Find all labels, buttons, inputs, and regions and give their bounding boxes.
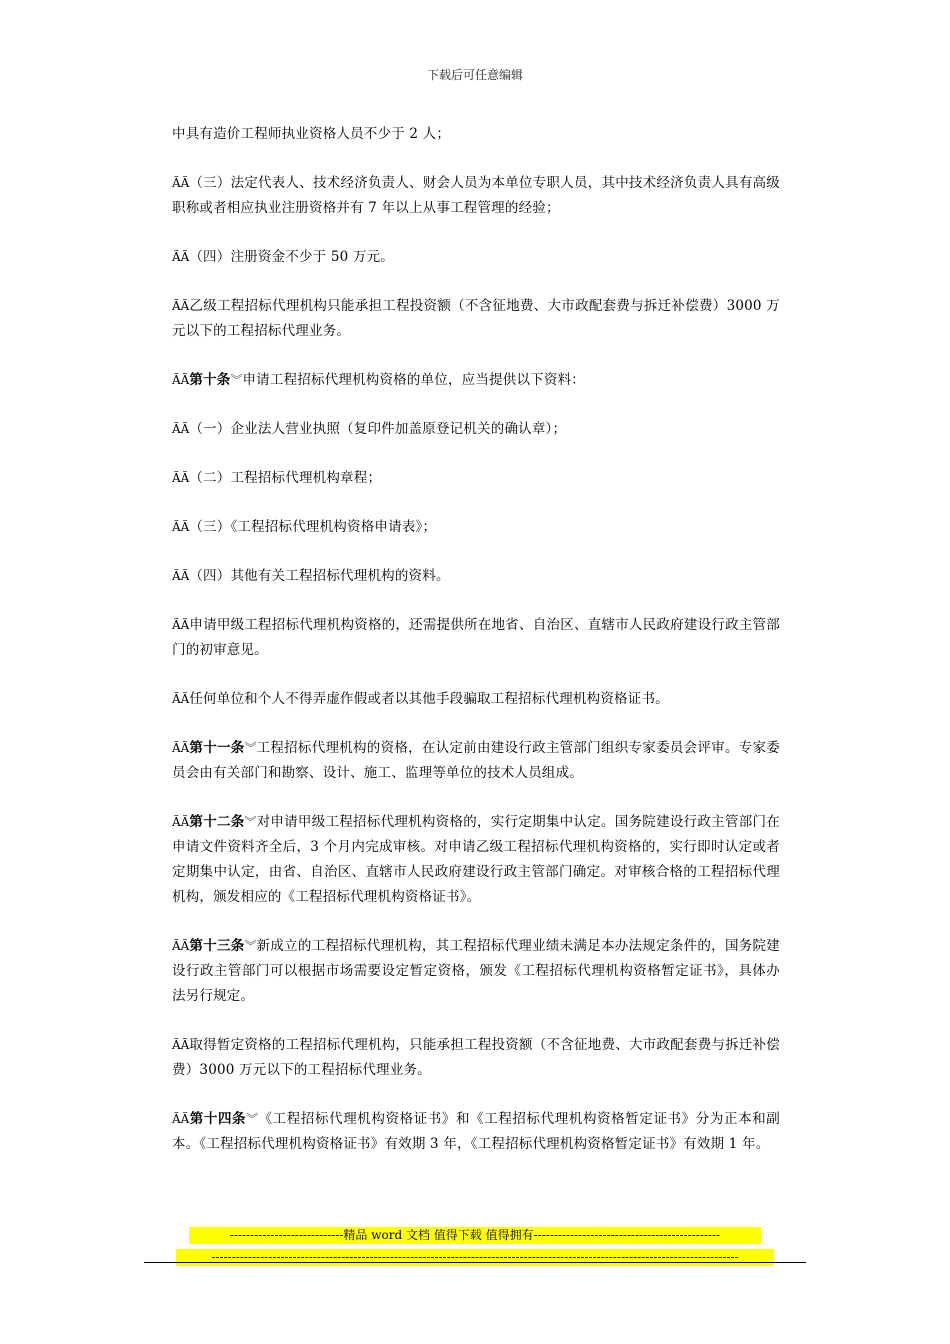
paragraph <box>172 466 780 491</box>
article-separator: ︾ <box>244 939 257 953</box>
paragraph <box>172 810 780 910</box>
article-separator: ︾ <box>230 373 243 387</box>
paragraph <box>172 687 780 712</box>
article-number: 第十三条 <box>189 938 245 954</box>
paragraph <box>172 934 780 1009</box>
paragraph <box>172 368 780 393</box>
paragraph <box>172 564 780 589</box>
indent-glyph: ÃÃ <box>172 1112 190 1126</box>
indent-glyph: ÃÃ <box>172 618 190 632</box>
page-footer <box>0 1227 950 1271</box>
article-number: 第十四条 <box>189 1111 247 1127</box>
paragraph <box>172 245 780 270</box>
paragraph-text: 新成立的工程招标代理机构，其工程招标代理业绩未满足本办法规定条件的，国务院建设行政主管部门可以根据市场需要设定暂定资格，颁发《工程招标代理机构资格暂定证书》，具体办法另行规定。 <box>172 938 780 1004</box>
paragraph <box>172 1107 780 1157</box>
paragraph-text: （一）企业法人营业执照（复印件加盖原登记机关的确认章）； <box>189 421 567 437</box>
footer-banner: ----------------------------精品 word 文档 值得下载 值得拥有---------------------------------------------- <box>189 1227 761 1244</box>
footer-dashes: ---------------------------------------------------------------------------------------------------------------------------------- <box>176 1249 774 1266</box>
indent-glyph: ÃÃ <box>172 471 190 485</box>
article-separator: ︾ <box>244 741 257 755</box>
indent-glyph: ÃÃ <box>172 939 190 953</box>
paragraph-text: 中具有造价工程师执业资格人员不少于 2 人； <box>172 126 451 142</box>
footer-rule <box>144 1262 806 1263</box>
indent-glyph: ÃÃ <box>172 569 190 583</box>
paragraph-text: 对申请甲级工程招标代理机构资格的，实行定期集中认定。国务院建设行政主管部门在申请文件资料齐全后，3 个月内完成审核。对申请乙级工程招标代理机构资格的，实行即时认定或者定期集中认定，由省、自治区、直辖市人民政府建设行政主管部门确定。对审核合格的工程招标代理机构，颁发相应的《工程招标代理机构资格证书》。 <box>172 814 780 905</box>
paragraph-text: 申请工程招标代理机构资格的单位，应当提供以下资料： <box>242 372 585 388</box>
paragraph <box>172 294 780 344</box>
paragraph-text: 申请甲级工程招标代理机构资格的，还需提供所在地省、自治区、直辖市人民政府建设行政主管部门的初审意见。 <box>172 617 780 658</box>
paragraph <box>172 122 780 147</box>
article-number: 第十二条 <box>189 814 245 830</box>
indent-glyph: ÃÃ <box>172 1038 190 1052</box>
indent-glyph: ÃÃ <box>172 176 190 190</box>
indent-glyph: ÃÃ <box>172 815 190 829</box>
indent-glyph: ÃÃ <box>172 741 190 755</box>
indent-glyph: ÃÃ <box>172 692 190 706</box>
paragraph-text: （二）工程招标代理机构章程； <box>189 470 382 486</box>
paragraph-text: 乙级工程招标代理机构只能承担工程投资额（不含征地费、大市政配套费与拆迁补偿费）3000 万元以下的工程招标代理业务。 <box>172 298 780 339</box>
document-body <box>172 122 780 1181</box>
paragraph <box>172 515 780 540</box>
paragraph-text: （四）注册资金不少于 50 万元。 <box>189 249 395 265</box>
paragraph <box>172 171 780 221</box>
indent-glyph: ÃÃ <box>172 373 190 387</box>
article-separator: ︾ <box>246 1112 259 1126</box>
page-header: 下载后可任意编辑 <box>426 68 523 82</box>
indent-glyph: ÃÃ <box>172 520 190 534</box>
paragraph-text: （四）其他有关工程招标代理机构的资料。 <box>189 568 450 584</box>
indent-glyph: ÃÃ <box>172 299 190 313</box>
paragraph-text: 取得暂定资格的工程招标代理机构，只能承担工程投资额（不含征地费、大市政配套费与拆迁补偿费）3000 万元以下的工程招标代理业务。 <box>172 1037 780 1078</box>
article-number: 第十一条 <box>189 740 245 756</box>
article-number: 第十条 <box>189 372 231 388</box>
paragraph-text: （三）《工程招标代理机构资格申请表》； <box>189 519 437 535</box>
paragraph <box>172 1033 780 1083</box>
indent-glyph: ÃÃ <box>172 422 190 436</box>
paragraph <box>172 736 780 786</box>
paragraph <box>172 417 780 442</box>
paragraph-text: 任何单位和个人不得弄虚作假或者以其他手段骗取工程招标代理机构资格证书。 <box>189 691 669 707</box>
paragraph-text: 工程招标代理机构的资格，在认定前由建设行政主管部门组织专家委员会评审。专家委员会由有关部门和勘察、设计、施工、监理等单位的技术人员组成。 <box>172 740 780 781</box>
paragraph-text: （三）法定代表人、技术经济负责人、财会人员为本单位专职人员，其中技术经济负责人具有高级职称或者相应执业注册资格并有 7 年以上从事工程管理的经验； <box>172 175 780 216</box>
article-separator: ︾ <box>244 815 257 829</box>
paragraph-text: 《工程招标代理机构资格证书》和《工程招标代理机构资格暂定证书》分为正本和副本。《工程招标代理机构资格证书》有效期 3 年，《工程招标代理机构资格暂定证书》有效期 1 年。 <box>172 1111 780 1152</box>
indent-glyph: ÃÃ <box>172 250 190 264</box>
paragraph <box>172 613 780 663</box>
